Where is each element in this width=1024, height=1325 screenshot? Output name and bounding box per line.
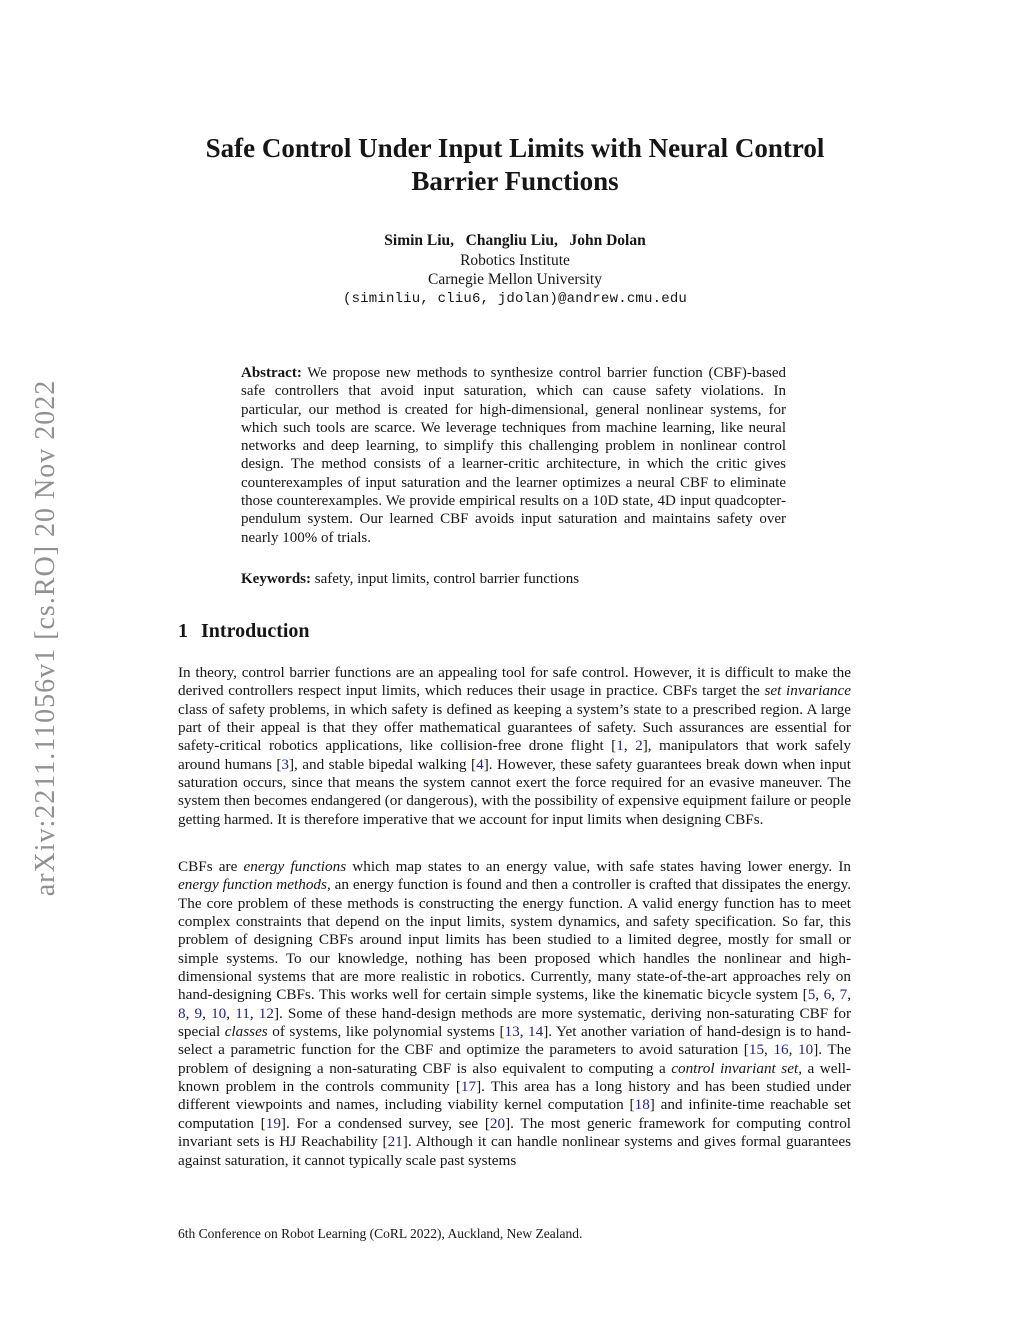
citation-ref[interactable]: 19 bbox=[265, 1114, 281, 1132]
citation-ref[interactable]: 9 bbox=[194, 1004, 203, 1022]
text-run: Abstract: bbox=[241, 365, 302, 381]
text-run: , bbox=[202, 1004, 212, 1022]
citation-ref[interactable]: 14 bbox=[528, 1023, 544, 1041]
text-run: ]. Yet another variation of hand-design is to hand-select a parametric function for the CBF and optimize the parameters to avoid saturation [ bbox=[178, 1023, 852, 1059]
text-run: energy function methods bbox=[178, 876, 327, 894]
text-run: , an energy function is found and then a controller is crafted that dissipates the energy. The core problem of these methods is constructing the energy function. A valid energy function has to meet complex constraints that depend on the input limits, system dynamics, and safety specification. So far, this problem of designing CBFs around input limits has been studied to a limited degree, mostly for small or simple systems. To our knowledge, nothing has been proposed which handles the nonlinear and high-dimensional systems that are more realistic in robotics. Currently, many state-of-the-art approaches rely on hand-designing CBFs. This works well for certain simple systems, like the kinematic bicycle system [ bbox=[178, 876, 852, 1004]
citation-ref[interactable]: 5 bbox=[807, 986, 816, 1004]
text-run: ]. However, these safety guarantees break down when input saturation occurs, since that means the system cannot exert the force required for an evasive maneuver. The system then becomes endangered (or dangerous), with the possibility of expensive equipment failure or people getting harmed. It is therefore imperative that we account for input limits when designing CBFs. bbox=[178, 755, 851, 828]
text-run: , bbox=[185, 1004, 195, 1022]
text-run: , bbox=[519, 1023, 529, 1041]
intro-paragraph-2 bbox=[178, 858, 851, 1170]
author-block bbox=[170, 231, 860, 309]
citation-ref[interactable]: 13 bbox=[504, 1023, 520, 1041]
affiliation-institute: Robotics Institute bbox=[460, 251, 570, 269]
text-run: safety, input limits, control barrier functions bbox=[311, 571, 580, 587]
affiliation-university: Carnegie Mellon University bbox=[428, 271, 602, 288]
text-run: class of safety problems, in which safety is defined as keeping a system’s state to a prescribed region. A large part of their appeal is that they offer mathematical guarantees of safety. Such assurances are essential for safety-critical robotics applications, like collision-free drone flight [ bbox=[178, 700, 851, 755]
text-run: set invariance bbox=[764, 682, 851, 700]
text-run: of systems, like polynomial systems [ bbox=[267, 1023, 505, 1041]
text-run: ]. This area has a long history and has been studied under different viewpoints and names, including viability kernel computation [ bbox=[178, 1078, 851, 1114]
text-run: classes bbox=[224, 1023, 268, 1041]
text-run: Keywords: bbox=[241, 571, 311, 587]
text-run: ]. Although it can handle nonlinear systems and gives formal guarantees against saturation, it cannot typically scale past systems bbox=[178, 1133, 851, 1169]
citation-ref[interactable]: 21 bbox=[387, 1133, 403, 1151]
arxiv-watermark: arXiv:2211.11056v1 [cs.RO] 20 Nov 2022 bbox=[30, 379, 61, 897]
citation-ref[interactable]: 11 bbox=[235, 1004, 250, 1022]
text-run: CBFs are bbox=[178, 858, 244, 875]
text-run: ]. For a condensed survey, see [ bbox=[280, 1114, 490, 1132]
text-run: , bbox=[788, 1041, 799, 1059]
abstract bbox=[241, 364, 786, 547]
citation-ref[interactable]: 16 bbox=[773, 1041, 789, 1059]
section-heading-introduction bbox=[178, 620, 310, 643]
text-run: , bbox=[764, 1041, 774, 1059]
citation-ref[interactable]: 10 bbox=[798, 1041, 814, 1059]
text-run: In theory, control barrier functions are an appealing tool for safe control. However, it is difficult to make the derived controllers respect input limits, which reduces their usage in practice. CBFs target the bbox=[178, 664, 851, 700]
text-run: , a well-known problem in the controls community [ bbox=[178, 1059, 851, 1096]
citation-ref[interactable]: 17 bbox=[460, 1078, 477, 1096]
text-run: control invariant set bbox=[671, 1059, 799, 1077]
text-run: We propose new methods to synthesize control barrier function (CBF)-based safe controllers that avoid input saturation, which can cause safety violations. In particular, our method is created for high-dimensional, general nonlinear systems, for which such tools are scarce. We leverage techniques from machine learning, like neural networks and deep learning, to simplify this challenging problem in nonlinear control design. The method consists of a learner-critic architecture, in which the critic gives counterexamples of input saturation and the learner optimizes a neural CBF to eliminate those counterexamples. We provide empirical results on a 10D state, 4D input quadcopter-pendulum system. Our learned CBF avoids input saturation and maintains safety over nearly 100% of trials. bbox=[241, 365, 786, 546]
text-run: ] and infinite-time reachable set computation [ bbox=[178, 1096, 851, 1132]
text-run: which map states to an energy value, with safe states having lower energy. In bbox=[346, 858, 851, 875]
citation-ref[interactable]: 10 bbox=[211, 1004, 227, 1022]
text-run: ]. Some of these hand-design methods are more systematic, deriving non-saturating CBF for special bbox=[178, 1004, 852, 1041]
citation-ref[interactable]: 12 bbox=[258, 1004, 274, 1022]
citation-ref[interactable]: 1 bbox=[616, 737, 624, 755]
conference-footnote: 6th Conference on Robot Learning (CoRL 2022), Auckland, New Zealand. bbox=[178, 1226, 583, 1241]
citation-ref[interactable]: 8 bbox=[178, 1004, 186, 1022]
author-emails: (siminliu, cliu6, jdolan)@andrew.cmu.edu bbox=[342, 290, 688, 307]
section-number: 1 bbox=[178, 620, 188, 642]
paper-title: Safe Control Under Input Limits with Neural Control Barrier Functions bbox=[205, 133, 825, 196]
text-run: , bbox=[623, 737, 636, 755]
text-run: ], and stable bipedal walking [ bbox=[288, 755, 477, 773]
author-names: Simin Liu, Changliu Liu, John Dolan bbox=[384, 232, 646, 249]
text-run: , bbox=[226, 1004, 236, 1022]
text-run: ]. The most generic framework for computing control invariant sets is HJ Reachability [ bbox=[178, 1114, 852, 1151]
text-run: ]. The problem of designing a non-saturating CBF is also equivalent to computing a bbox=[178, 1041, 851, 1077]
citation-ref[interactable]: 2 bbox=[635, 737, 643, 755]
keywords bbox=[241, 570, 786, 588]
citation-ref[interactable]: 3 bbox=[281, 755, 289, 773]
citation-ref[interactable]: 18 bbox=[634, 1096, 650, 1114]
text-run: , bbox=[815, 986, 824, 1004]
intro-paragraph-1 bbox=[178, 664, 851, 829]
citation-ref[interactable]: 7 bbox=[839, 986, 848, 1004]
section-title: Introduction bbox=[201, 620, 310, 642]
text-run: ], manipulators that work safely around humans [ bbox=[178, 737, 852, 773]
text-run: energy functions bbox=[243, 858, 347, 875]
text-run: , bbox=[831, 986, 840, 1004]
text-run: , bbox=[249, 1004, 259, 1022]
citation-ref[interactable]: 15 bbox=[748, 1041, 765, 1059]
citation-ref[interactable]: 20 bbox=[489, 1114, 506, 1132]
citation-ref[interactable]: 6 bbox=[823, 986, 832, 1004]
text-run: , bbox=[847, 986, 852, 1004]
citation-ref[interactable]: 4 bbox=[476, 755, 484, 773]
